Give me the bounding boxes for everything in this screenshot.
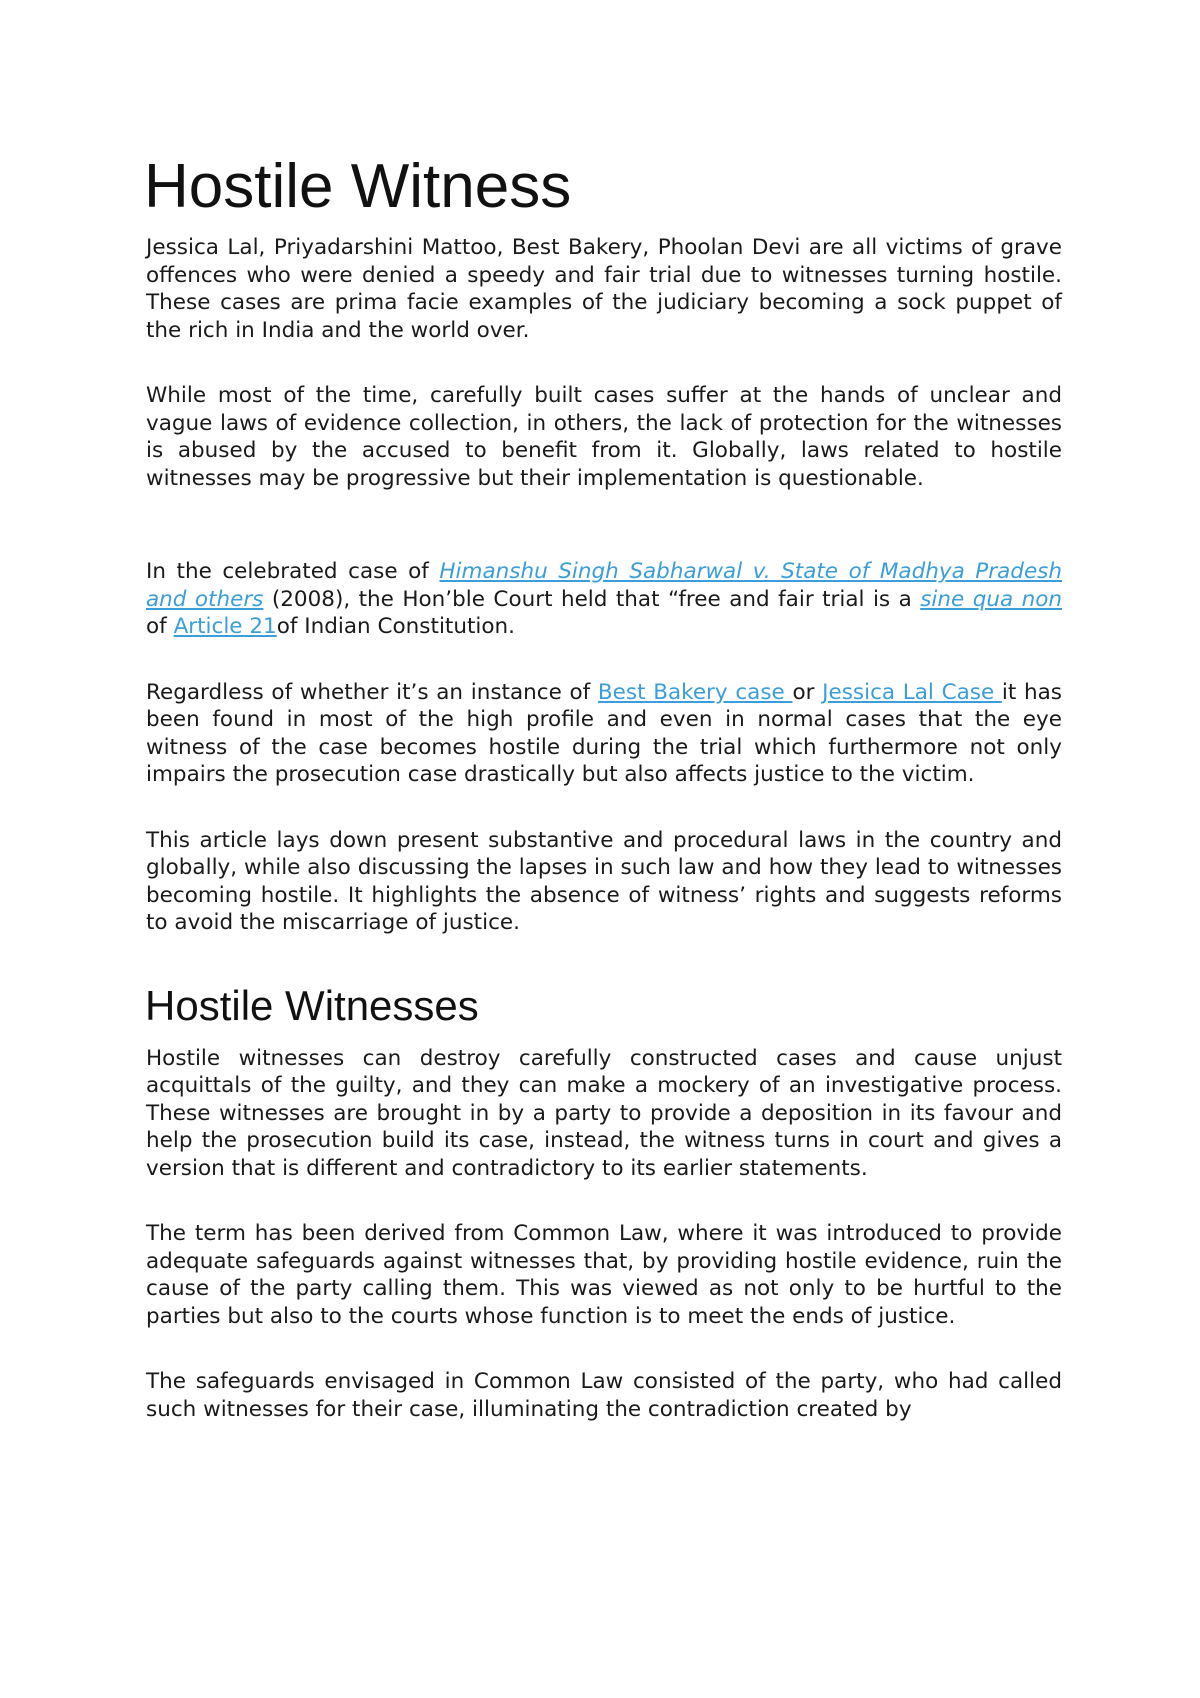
intro-paragraph-3 — [146, 558, 1062, 641]
text-run: of — [146, 614, 174, 639]
best-bakery-case-link[interactable]: Best Bakery case — [597, 679, 793, 705]
intro-paragraph-5: This article lays down present substantive and procedural laws in the country and globally, while also discussing the lapses in such law and how they lead to witnesses becoming hostile. It highlights the absence of witness’ rights and suggests reforms to avoid the miscarriage of justice. — [146, 827, 1062, 935]
section-paragraph-3: The safeguards envisaged in Common Law consisted of the party, who had called such witnesses for their case, illuminating the contradiction created by — [146, 1369, 1062, 1422]
jessica-lal-case-link[interactable]: Jessica Lal Case — [822, 679, 1002, 705]
text-run: or — [792, 679, 823, 705]
term-link-sine-qua-non[interactable]: sine qua non — [920, 586, 1063, 612]
text-run: Regardless of whether it’s an instance of — [146, 679, 598, 705]
article-21-link[interactable]: Article 21 — [173, 614, 277, 639]
text-run: it has been found in most of the high profile and even in normal cases that the eye witness of the case becomes hostile during the trial which furthermore not only impairs the prosecution case drastically but also affects justice to the victim. — [146, 679, 1062, 787]
text-run: (2008), the Hon’ble Court held that “free and fair trial is a — [263, 586, 921, 612]
text-run: of Indian Constitution. — [276, 614, 515, 639]
section-paragraph-1: Hostile witnesses can destroy carefully constructed cases and cause unjust acquittals of the guilty, and they can make a mockery of an investigative process. These witnesses are brought in by a party to provide a deposition in its favour and help the prosecution build its case, instead, the witness turns in court and gives a version that is different and contradictory to its earlier statements. — [146, 1045, 1062, 1181]
document-body — [146, 152, 1062, 1461]
intro-paragraph-2: While most of the time, carefully built cases suffer at the hands of unclear and vague laws of evidence collection, in others, the lack of protection for the witnesses is abused by the accused to benefit from it. Globally, laws related to hostile witnesses may be progressive but their implementation is questionable. — [146, 383, 1062, 491]
case-link-sabharwal[interactable]: Himanshu Singh Sabharwal v. State of Madhya Pradesh and others — [146, 559, 1062, 612]
section-heading: Hostile Witnesses — [145, 981, 479, 1029]
intro-paragraph-1: Jessica Lal, Priyadarshini Mattoo, Best Bakery, Phoolan Devi are all victims of grave offences who were denied a speedy and fair trial due to witnesses turning hostile. These cases are prima facie examples of the judiciary becoming a sock puppet of the rich in India and the world over. — [146, 235, 1062, 343]
intro-paragraph-4 — [146, 679, 1062, 789]
text-run: In the celebrated case of — [146, 559, 440, 584]
section-paragraph-2: The term has been derived from Common Law, where it was introduced to provide adequate safeguards against witnesses that, by providing hostile evidence, ruin the cause of the party calling them. This was viewed as not only to be hurtful to the parties but also to the courts whose function is to meet the ends of justice. — [146, 1221, 1062, 1329]
document-title: Hostile Witness — [144, 152, 572, 221]
